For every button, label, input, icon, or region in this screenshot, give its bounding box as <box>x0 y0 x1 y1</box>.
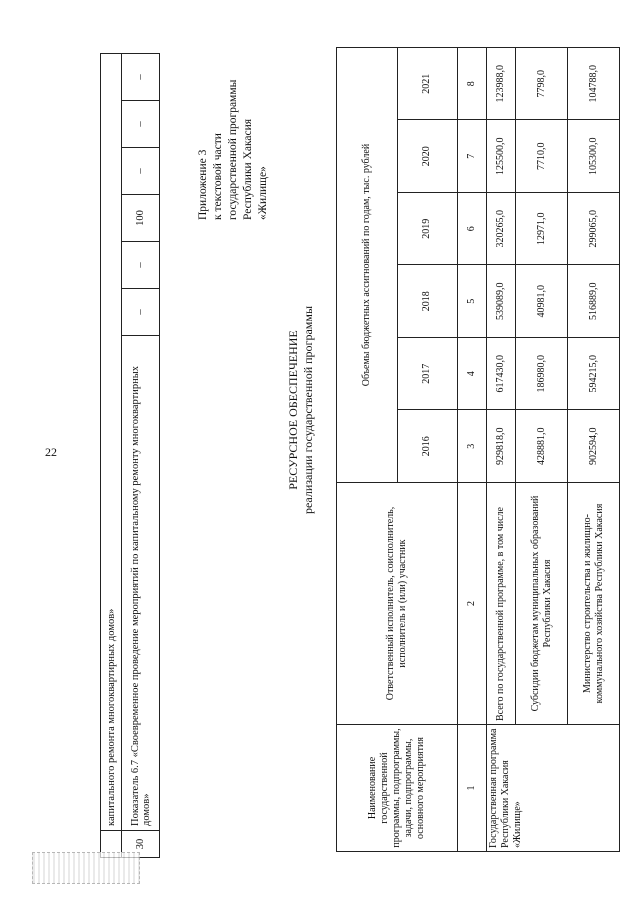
executor-cell: Министерство строительства и жилищно-коммунального хозяйства Республики Хакасия <box>568 483 620 725</box>
stamp-mark <box>32 852 140 884</box>
year-header: 2020 <box>397 120 458 193</box>
value-cell: 539089,0 <box>487 265 516 338</box>
indicator-value: – <box>122 148 160 195</box>
table-row <box>487 48 516 852</box>
value-cell: 40981,0 <box>516 265 568 338</box>
resources-table <box>336 47 620 852</box>
value-cell: 299065,0 <box>568 193 620 266</box>
value-cell: 105300,0 <box>568 120 620 193</box>
section-title <box>286 260 316 560</box>
indicator-value: – <box>122 289 160 336</box>
col-header-volumes: Объемы бюджетных ассигнований по годам, тыс. рублей <box>337 48 398 483</box>
indicator-value: – <box>122 242 160 289</box>
value-cell: 594215,0 <box>568 338 620 411</box>
indicator-text: Показатель 6.7 «Своевременное проведение мероприятий по капитальному ремонту многоквартирных домов» <box>122 336 160 831</box>
year-header: 2019 <box>397 193 458 266</box>
value-cell: 428881,0 <box>516 410 568 483</box>
col-header-program: Наименование государственной программы, подпрограммы, задачи, подпрограммы, основного мероприятия <box>337 725 458 852</box>
value-cell: 929818,0 <box>487 410 516 483</box>
column-number-row: 1 2 3 4 5 6 7 8 <box>458 48 487 852</box>
col-header-executor: Ответственный исполнитель, соисполнитель, исполнитель и (или) участник <box>337 483 458 725</box>
year-header: 2018 <box>397 265 458 338</box>
value-cell: 320265,0 <box>487 193 516 266</box>
value-cell: 12971,0 <box>516 193 568 266</box>
page-number: 22 <box>45 445 57 459</box>
year-header: 2017 <box>397 338 458 411</box>
indicator-value: 100 <box>122 195 160 242</box>
value-cell: 125500,0 <box>487 120 516 193</box>
indicator-value: – <box>122 54 160 101</box>
appendix-header: Приложение 3 к текстовой части государственной программы Республики Хакасия «Жилище» <box>197 79 269 220</box>
value-cell: 7798,0 <box>516 48 568 121</box>
executor-cell: Субсидии бюджетам муниципальных образований Республики Хакасия <box>516 483 568 725</box>
year-header: 2021 <box>397 48 458 121</box>
table-header-row <box>337 48 398 852</box>
year-header: 2016 <box>397 410 458 483</box>
value-cell: 104788,0 <box>568 48 620 121</box>
value-cell: 123988,0 <box>487 48 516 121</box>
executor-cell: Всего по государственной программе, в том числе <box>487 483 516 725</box>
value-cell: 7710,0 <box>516 120 568 193</box>
value-cell: 186980,0 <box>516 338 568 411</box>
row-number: 30 <box>122 831 160 858</box>
value-cell: 902594,0 <box>568 410 620 483</box>
value-cell: 516889,0 <box>568 265 620 338</box>
indicator-table-fragment <box>100 53 160 858</box>
indicator-value: – <box>122 101 160 148</box>
value-cell: 617430,0 <box>487 338 516 411</box>
program-name: Государственная программа Республики Хакасия «Жилище» <box>487 725 620 852</box>
prev-row-text: капитального ремонта многоквартирных домов» <box>101 54 122 831</box>
table-row <box>122 54 160 858</box>
table-row <box>101 54 122 858</box>
section-heading: РЕСУРСНОЕ ОБЕСПЕЧЕНИЕ <box>286 330 300 490</box>
section-subtitle: реализации государственной программы <box>301 305 315 515</box>
